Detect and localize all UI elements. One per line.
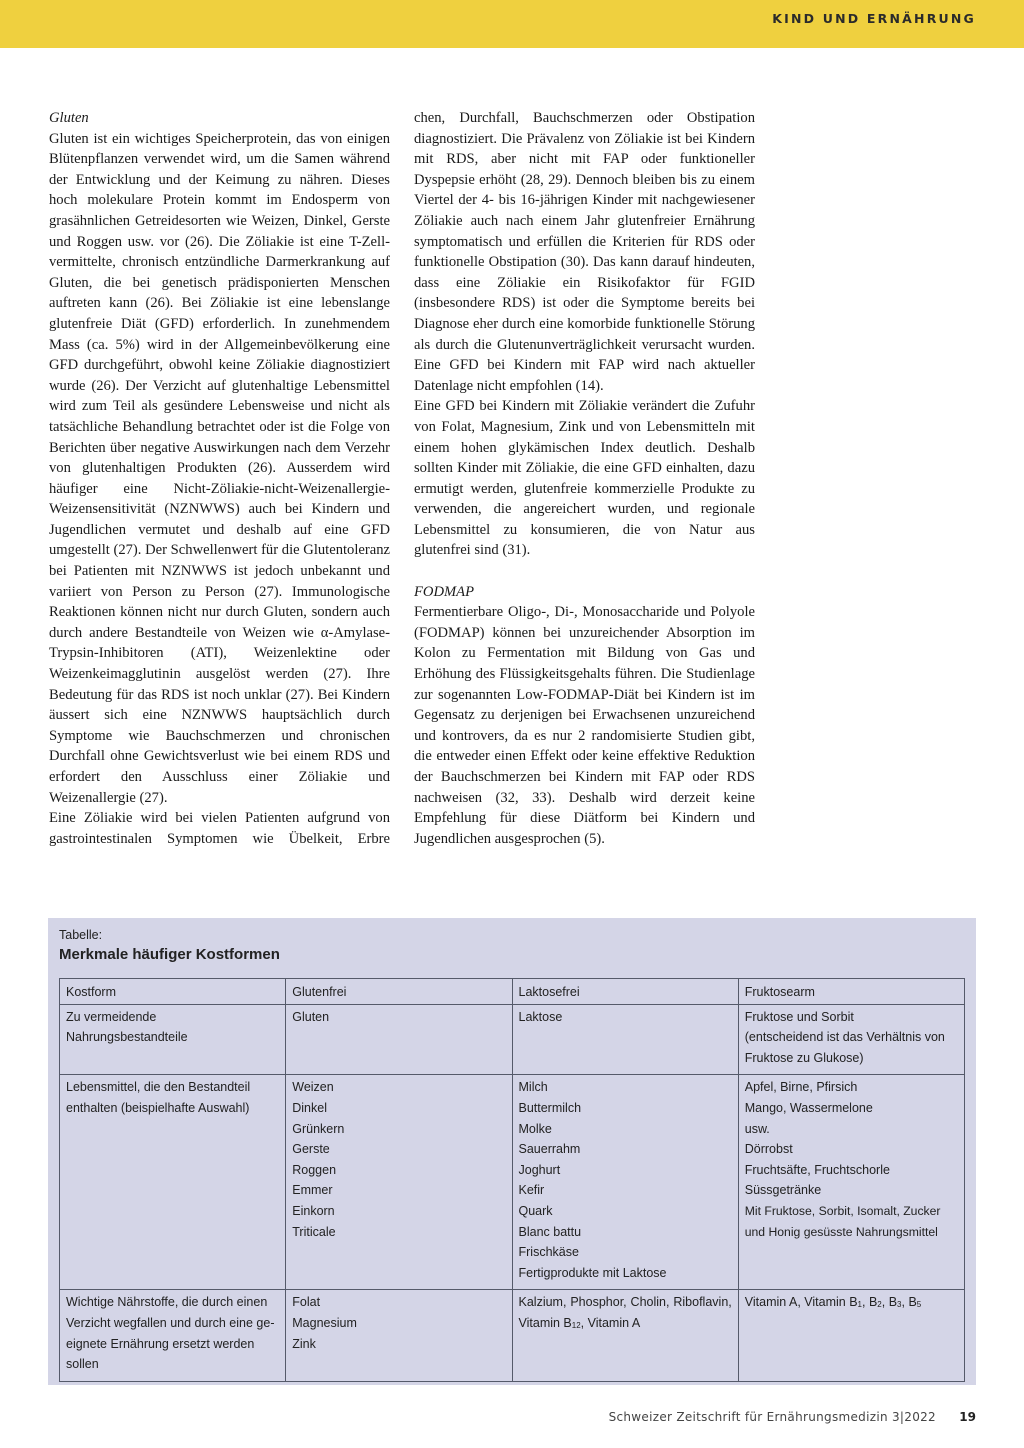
cell-line: Weizen [292, 1080, 334, 1095]
cell-line: Fruktose und Sorbit [744, 1009, 854, 1024]
cell [738, 1290, 964, 1381]
spacer [414, 561, 755, 582]
paragraph: Fermentierbare Oligo-, Di-, Monosaccharide und Polyole (FODMAP) können bei unzureichender Absorption im Kolon zu Fermentation mit Bildung von Gas und Erhöhung des Flüssigkeitsgehalts führen. Die Studienlage zur sogenannten Low-FODMAP-Diät bei Kindern ist im Gegensatz zu derjenigen bei Erwachsenen unzureichend und kontrovers, da es nur 2 randomisierte Studien gibt, die entweder einen Effekt oder keine effektive Reduktion der Bauchschmerzen bei Kindern mit FAP oder RDS nachweisen (32, 33). Deshalb wird derzeit keine Empfehlung für diese Diätform bei Kindern und Jugendlichen ausgesprochen (5). [414, 604, 755, 847]
cell-line: Süssgetränke [744, 1183, 822, 1198]
cell-line: Grünkern [292, 1121, 345, 1136]
cell-line: Laktose [518, 1009, 563, 1024]
cell-line: Mit Fruktose, Sorbit, Isomalt, Zucker und Honig gesüsste Nahrungsmittel [744, 1203, 941, 1239]
paragraph: Eine GFD bei Kindern mit Zöliakie verändert die Zufuhr von Folat, Magnesium, Zink und von Lebensmitteln mit einem hohen glykämischen Index deutlich. Deshalb sollten Kinder mit Zöliakie, die eine GFD einhalten, dazu ermutigt werden, glutenfreie kommerzielle Produkte zu verwenden, die angereichert wurden, und regionale Lebensmittel zu konsumieren, die von Natur aus glutenfrei sind (31). [414, 398, 755, 559]
cell-line: Quark [518, 1203, 553, 1218]
cell-line: usw. [744, 1121, 770, 1136]
table-title: Merkmale häufiger Kostformen [59, 946, 280, 963]
section-title: KIND UND ERNÄHRUNG [772, 11, 976, 26]
column-header: Fruktosearm [738, 979, 964, 1005]
cell-text: Vitamin A, Vitamin B [744, 1295, 858, 1310]
cell-line: Magnesium [292, 1315, 357, 1330]
cell-line: Milch [518, 1080, 548, 1095]
cell-line: Frischkäse [518, 1245, 579, 1260]
cell [286, 1290, 512, 1381]
table-row [60, 1290, 965, 1381]
subscript: 5 [916, 1300, 922, 1310]
subscript: 12 [571, 1320, 581, 1330]
paragraph: Eine Zöliakie wird bei vielen Patienten aufgrund von gastrointestinalen Symptomen wie Übelkeit, Erbre [49, 810, 390, 847]
cell-line: (entscheidend ist das Verhältnis von [744, 1030, 945, 1045]
column-header: Kostform [60, 979, 286, 1005]
table-row [60, 1075, 965, 1290]
cell-text: Kalzium, Phosphor, Cholin, Riboflavin, Vitamin B [518, 1295, 732, 1330]
column-header: Glutenfrei [286, 979, 512, 1005]
cell-line: Gerste [292, 1142, 330, 1157]
table-label: Tabelle: [59, 928, 103, 942]
cell-line: Dörrobst [744, 1142, 793, 1157]
cell [512, 1290, 738, 1381]
cell-line: Gluten [292, 1009, 330, 1024]
cell-line: Kefir [518, 1183, 545, 1198]
cell-line: Roggen [292, 1162, 337, 1177]
heading-gluten: Gluten [49, 110, 89, 126]
footer-journal: Schweizer Zeitschrift für Ernährungsmedizin 3|2022 [608, 1410, 936, 1424]
subscript: 2 [877, 1300, 882, 1310]
paragraph: Gluten ist ein wichtiges Speicherprotein, das von einigen Blütenpflanzen verwendet wird, um die Samen während der Entwicklung und der Keimung zu nähren. Dieses hoch molekulare Protein kommt im Endosperm von grasähnlichen Getreidesorten wie Weizen, Dinkel, Gerste und Roggen usw. vor (26). Die Zöliakie ist eine T-Zell-vermittelte, chronisch entzündliche Darmerkrankung auf Gluten, die bei genetisch prädisponierten Menschen auftreten kann (26). Bei Zöliakie ist eine lebenslange glutenfreie Diät (GFD) erforderlich. In zunehmendem Mass (ca. 5%) wird in der Allgemeinbevölkerung eine GFD durchgeführt, obwohl keine Zöliakie diagnostiziert wurde (26). Der Verzicht auf glutenhaltige Lebensmittel wird zum Teil als gesündere Lebensweise und nicht als tatsächliche Behandlung betrachtet oder ist die Folge von Berichten über negative Auswirkungen nach dem Verzehr von glutenhaltigen Produkten (26). Ausserdem wird häufiger eine Nicht-Zöliakie-nicht-Weizenallergie-Weizensensitivität (NZNWWS) auch bei Kindern und Jugendlichen vermutet und deshalb auf eine GFD umgestellt (27). Der Schwellenwert für die Glutentoleranz bei Patienten mit NZNWWS ist jedoch unbekannt und variiert von Person zu Person (27). Immunologische Reaktionen können nicht nur durch Gluten, sondern auch durch andere Bestandteile von Weizen wie α-Amylase-Trypsin-Inhibitoren (ATI), Weizenlektine oder Weizenkeimagglutinin ausgelöst werden (27). Ihre Bedeutung für das RDS ist noch unklar (27). Bei Kindern äussert sich eine NZNWWS hauptsächlich durch Symptome wie Bauchschmerzen und chronischen Durchfall ohne Gewichtsverlust wie bei einem RDS und erfordert den Ausschluss einer Zöliakie und Weizenallergie (27). [49, 130, 390, 806]
cell-line: Einkorn [292, 1203, 335, 1218]
column-header: Laktosefrei [512, 979, 738, 1005]
table-box [48, 918, 976, 1385]
cell-text: , B [881, 1295, 898, 1310]
cell-line: Mango, Wassermelone [744, 1100, 873, 1115]
cell [286, 1004, 512, 1075]
cell-line: Apfel, Birne, Pfirsich [744, 1080, 858, 1095]
subscript: 1 [857, 1300, 862, 1310]
cell [738, 1004, 964, 1075]
row-label: Zu vermeidende Nahrungsbestandteile [60, 1004, 286, 1075]
cell-line: Buttermilch [518, 1100, 582, 1115]
cell-text: , B [901, 1295, 917, 1310]
left-column [49, 108, 390, 849]
table-row [60, 1004, 965, 1075]
cell-line: Blanc battu [518, 1224, 582, 1239]
row-label: Wichtige Nährstoffe, die durch einen Verzicht wegfallen und durch eine geeignete Ernährung ersetzt werden sollen [60, 1290, 286, 1381]
cell-line: Emmer [292, 1183, 333, 1198]
table-header-row [60, 979, 965, 1005]
cell [512, 1075, 738, 1290]
subscript: 3 [897, 1300, 902, 1310]
cell [738, 1075, 964, 1290]
kostformen-table [59, 978, 965, 1382]
cell-line: Sauerrahm [518, 1142, 581, 1157]
cell-text: , B [862, 1295, 878, 1310]
cell-line: Fruchtsäfte, Fruchtschorle [744, 1162, 890, 1177]
cell-line: Triticale [292, 1224, 336, 1239]
cell [512, 1004, 738, 1075]
cell-line: Molke [518, 1121, 552, 1136]
cell-text: , Vitamin A [580, 1315, 641, 1330]
right-column [414, 108, 755, 849]
cell-line: Joghurt [518, 1162, 561, 1177]
heading-fodmap: FODMAP [414, 583, 474, 600]
cell-line: Zink [292, 1336, 316, 1351]
page-number: 19 [959, 1410, 976, 1424]
cell-line: Fruktose zu Glukose) [744, 1050, 864, 1065]
paragraph: chen, Durchfall, Bauchschmerzen oder Obstipation diagnostiziert. Die Prävalenz von Zöliakie ist bei Kindern mit RDS, aber nicht mit FAP oder funktioneller Dyspepsie erhöht (28, 29). Dennoch bleiben bis zu einem Viertel der 4- bis 16-jährigen Kinder mit nachgewiesener Zöliakie auch nach einem Jahr glutenfreier Ernährung symptomatisch und erfüllen die Kriterien für RDS oder funktionelle Obstipation (30). Das kann darauf hindeuten, dass eine Zöliakie ein Risikofaktor für FGID (insbesondere RDS) ist oder die Symptome bereits bei Diagnose eher durch eine komorbide funktionelle Störung als durch die Glutenunverträglichkeit verursacht wurden. Eine GFD bei Kindern mit FAP wird nach aktueller Datenlage nicht empfohlen (14). [414, 110, 755, 394]
cell-line: Fertigprodukte mit Laktose [518, 1265, 667, 1280]
row-label: Lebensmittel, die den Bestandteil enthalten (beispielhafte Auswahl) [60, 1075, 286, 1290]
cell-line: Dinkel [292, 1100, 327, 1115]
cell [286, 1075, 512, 1290]
cell-line: Folat [292, 1295, 321, 1310]
